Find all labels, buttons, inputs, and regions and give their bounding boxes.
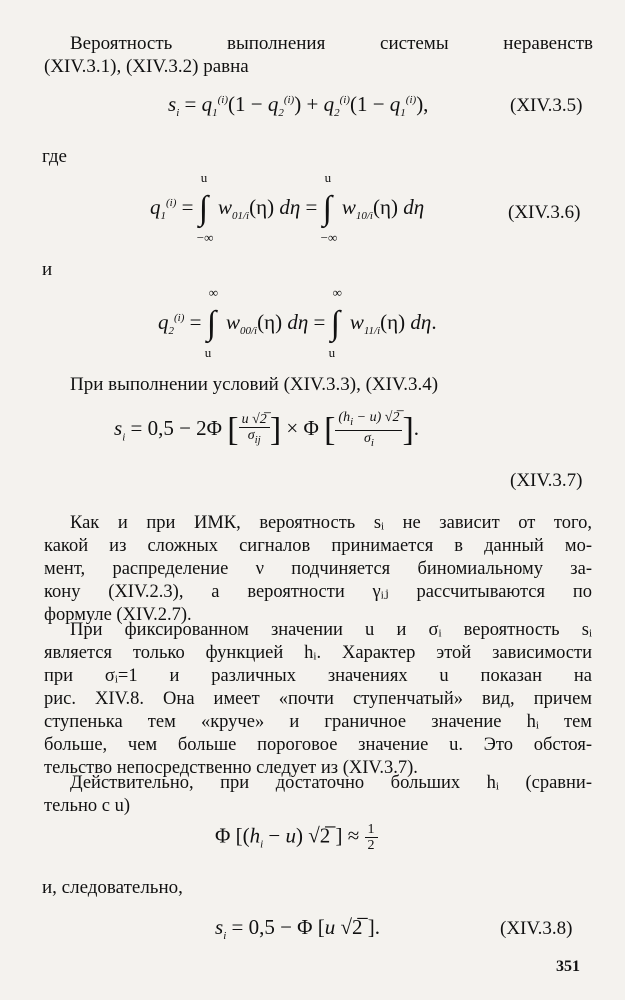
- text-line: Как и при ИМК, вероятность sᵢ не зависит от того,: [70, 513, 592, 533]
- text-line: тельно с u): [44, 796, 130, 816]
- text-line: формуле (XIV.2.7).: [44, 605, 192, 625]
- paragraph-1: [44, 512, 592, 627]
- equation-xiv-3-5: $s_i = q_1^{(i)}(1 - q_2^{(i)}) + q_2^{(i)}(1 - q_1^{(i)})$,: [168, 92, 429, 120]
- and-word: и: [42, 259, 53, 280]
- equation-label: (XIV.3.6): [508, 202, 581, 223]
- text-line: тельство непосредственно следует из (XIV.3.7).: [44, 758, 418, 778]
- equation-q2: $q_2^{(i)}$ = ∫ ∞ u $w_{00/i}(\eta) d\eta$ = ∫ ∞ u $w_{11/i}(\eta)$ dη.: [158, 285, 437, 360]
- equation-xiv-3-8: $s_i = 0,5 - \Phi$ [u √2̅ ].: [215, 915, 381, 943]
- paragraph-2: [44, 619, 592, 780]
- conditions-line: При выполнении условий (XIV.3.3), (XIV.3.4): [70, 374, 439, 395]
- text-line: является только функцией hᵢ. Характер этой зависимости: [44, 643, 592, 663]
- fraction: $\frac{u √2̅}{\sigma_{ij}}$: [239, 412, 270, 448]
- integral-sign: ∫ ∞ u: [328, 285, 342, 360]
- text-line: ступенька тем «круче» и граничное значение hᵢ тем: [44, 712, 592, 732]
- integral-sign: ∫ ∞ u: [204, 285, 219, 360]
- word: системы: [380, 33, 449, 54]
- equation-xiv-3-7: $s_i = 0,5 - 2\Phi$ [ $\frac{u √2̅}{\sigma_{ij}}$ ] × Φ [ $\frac{(h_i - u) √2̅}{\sigma_i}$ ].: [114, 410, 420, 449]
- equation-label: (XIV.3.8): [500, 918, 573, 939]
- text-line: какой из сложных сигналов принимается в данный мо-: [44, 536, 592, 556]
- page-number: 351: [556, 958, 580, 975]
- equation-label: (XIV.3.7): [510, 470, 583, 491]
- word: Вероятность: [70, 33, 173, 54]
- integral-sign: ∫ u −∞: [320, 170, 338, 245]
- text-line: при σᵢ=1 и различных значениях u показан на: [44, 666, 592, 686]
- intro-line-1: [70, 32, 593, 55]
- text-line: мент, распределение ν подчиняется биномиальному за-: [44, 559, 592, 579]
- and-consequently: и, следовательно,: [42, 877, 183, 898]
- integral-sign: ∫ u −∞: [196, 170, 214, 245]
- fraction: $\frac{(h_i - u) √2̅}{\sigma_i}$: [335, 410, 402, 451]
- equation-approx: Φ [$(h_i - u)$ √2̅ ] ≈ $\frac{1}{2}$: [215, 822, 378, 853]
- fraction: $\frac{1}{2}$: [365, 822, 378, 853]
- where-word: где: [42, 146, 67, 167]
- equation-label: (XIV.3.5): [510, 95, 583, 116]
- text-line: рис. XIV.8. Она имеет «почти ступенчатый» вид, причем: [44, 689, 592, 709]
- intro-line-2: (XIV.3.1), (XIV.3.2) равна: [44, 56, 249, 77]
- text-line: При фиксированном значении u и σᵢ вероятность sᵢ: [70, 620, 592, 640]
- equation-xiv-3-6: $q_1^{(i)}$ = ∫ u −∞ $w_{01/i}(\eta) d\eta$ = ∫ u −∞ $w_{10/i}(\eta)$ dη: [150, 170, 425, 245]
- word: выполнения: [227, 33, 326, 54]
- text-line: кону (XIV.2.3), а вероятности γᵢⱼ рассчитываются по: [44, 582, 592, 602]
- text-line: больше, чем больше пороговое значение u. Это обстоя-: [44, 735, 592, 755]
- text-line: Действительно, при достаточно больших hᵢ (сравни-: [70, 773, 592, 793]
- paragraph-3: [44, 772, 592, 818]
- word: неравенств: [503, 33, 593, 54]
